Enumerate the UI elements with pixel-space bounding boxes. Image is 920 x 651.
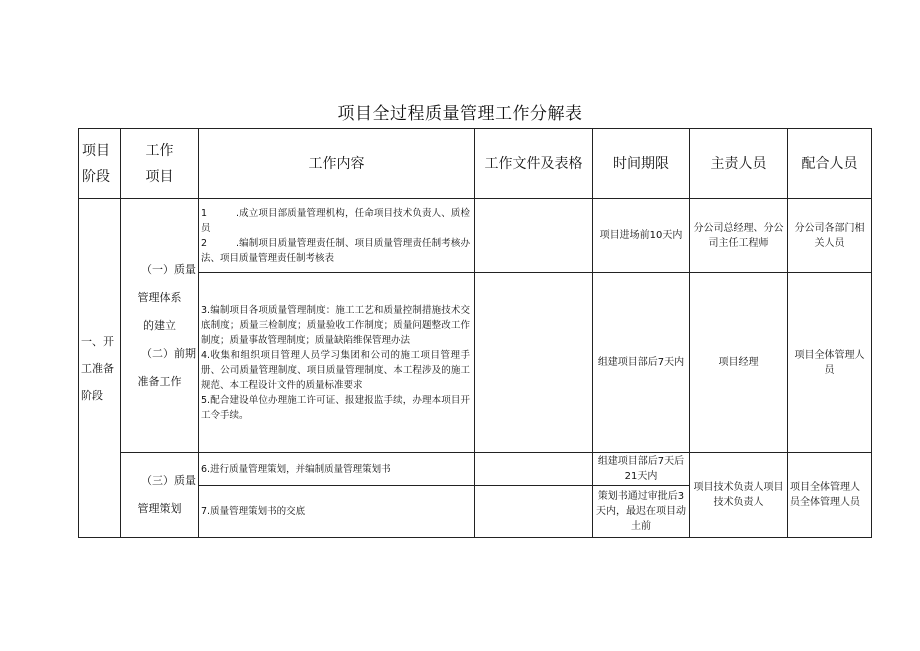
responsible-cell: 项目经理 [690, 273, 788, 453]
stage-line3: 阶段 [81, 388, 103, 402]
item-line5: 准备工作 [137, 374, 182, 388]
stage-line1: 一、开 [81, 334, 114, 348]
content-line: 4.收集和组织项目管理人员学习集团和公司的施工项目管理手册、公司质量管理制度、项目质量管理制度、本工程涉及的施工规范、本工程设计文件的质量标准要求 [201, 349, 470, 391]
item-line1: （三）质量 [141, 474, 196, 487]
header-cooperate: 配合人员 [788, 129, 872, 199]
content-line: 5.配合建设单位办理施工许可证、报建报监手续，办理本项目开工令手续。 [201, 394, 470, 421]
content-cell [199, 453, 475, 486]
work-breakdown-table [78, 128, 872, 538]
files-cell [475, 453, 593, 486]
content-line: 2 .编制项目质量管理责任制、项目质量管理责任制考核办法、项目质量管理责任制考核表 [201, 237, 470, 264]
content-cell [199, 199, 475, 273]
item-line1: （一）质量 [141, 262, 196, 276]
table-row [79, 199, 872, 273]
item-line2: 管理策划 [137, 502, 182, 515]
header-row [79, 129, 872, 199]
cooperate-cell: 分公司各部门相关人员 [788, 199, 872, 273]
table-row [79, 453, 872, 486]
page-title: 项目全过程质量管理工作分解表 [337, 104, 583, 124]
content-cell [199, 486, 475, 538]
header-responsible: 主责人员 [690, 129, 788, 199]
content-line: 6.进行质量管理策划，并编制质量管理策划书 [201, 463, 391, 475]
responsible-cell: 项目技术负责人项目技术负责人 [690, 453, 788, 538]
item-cell-1-2 [121, 199, 199, 453]
header-time: 时间期限 [593, 129, 690, 199]
time-cell: 组建项目部后7天内 [593, 273, 690, 453]
cooperate-cell: 项目全体管理人员全体管理人员 [788, 453, 872, 538]
header-item [121, 129, 199, 199]
files-cell [475, 273, 593, 453]
content-line: 7.质量管理策划书的交底 [201, 506, 306, 517]
header-stage-line2: 阶段 [82, 168, 110, 185]
content-cell [199, 273, 475, 453]
time-cell: 项目进场前10天内 [593, 199, 690, 273]
files-cell [475, 199, 593, 273]
item-line4: （二）前期 [141, 346, 196, 360]
header-item-line1: 工作 [145, 142, 174, 159]
files-cell [475, 486, 593, 538]
header-files: 工作文件及表格 [475, 129, 593, 199]
item-cell-3 [121, 453, 199, 538]
header-stage-line1: 项目 [82, 142, 110, 159]
header-content: 工作内容 [199, 129, 475, 199]
header-stage [79, 129, 121, 199]
content-line: 1 .成立项目部质量管理机构，任命项目技术负责人、质检员 [201, 207, 470, 234]
item-line3: 的建立 [143, 318, 176, 332]
content-line: 3.编制项目各项质量管理制度：施工工艺和质量控制措施技术交底制度；质量三检制度；质量验收工作制度；质量问题整改工作制度；质量事故管理制度；质量缺陷维保管理办法 [201, 304, 470, 346]
time-cell: 组建项目部后7天后21天内 [593, 453, 690, 486]
time-cell: 策划书通过审批后3天内，最迟在项目动土前 [593, 486, 690, 538]
item-line2: 管理体系 [137, 290, 182, 304]
stage-cell [79, 199, 121, 538]
header-item-line2: 项目 [145, 168, 174, 185]
cooperate-cell: 项目全体管理人员 [788, 273, 872, 453]
stage-line2: 工准备 [81, 361, 114, 375]
responsible-cell: 分公司总经理、分公司主任工程师 [690, 199, 788, 273]
